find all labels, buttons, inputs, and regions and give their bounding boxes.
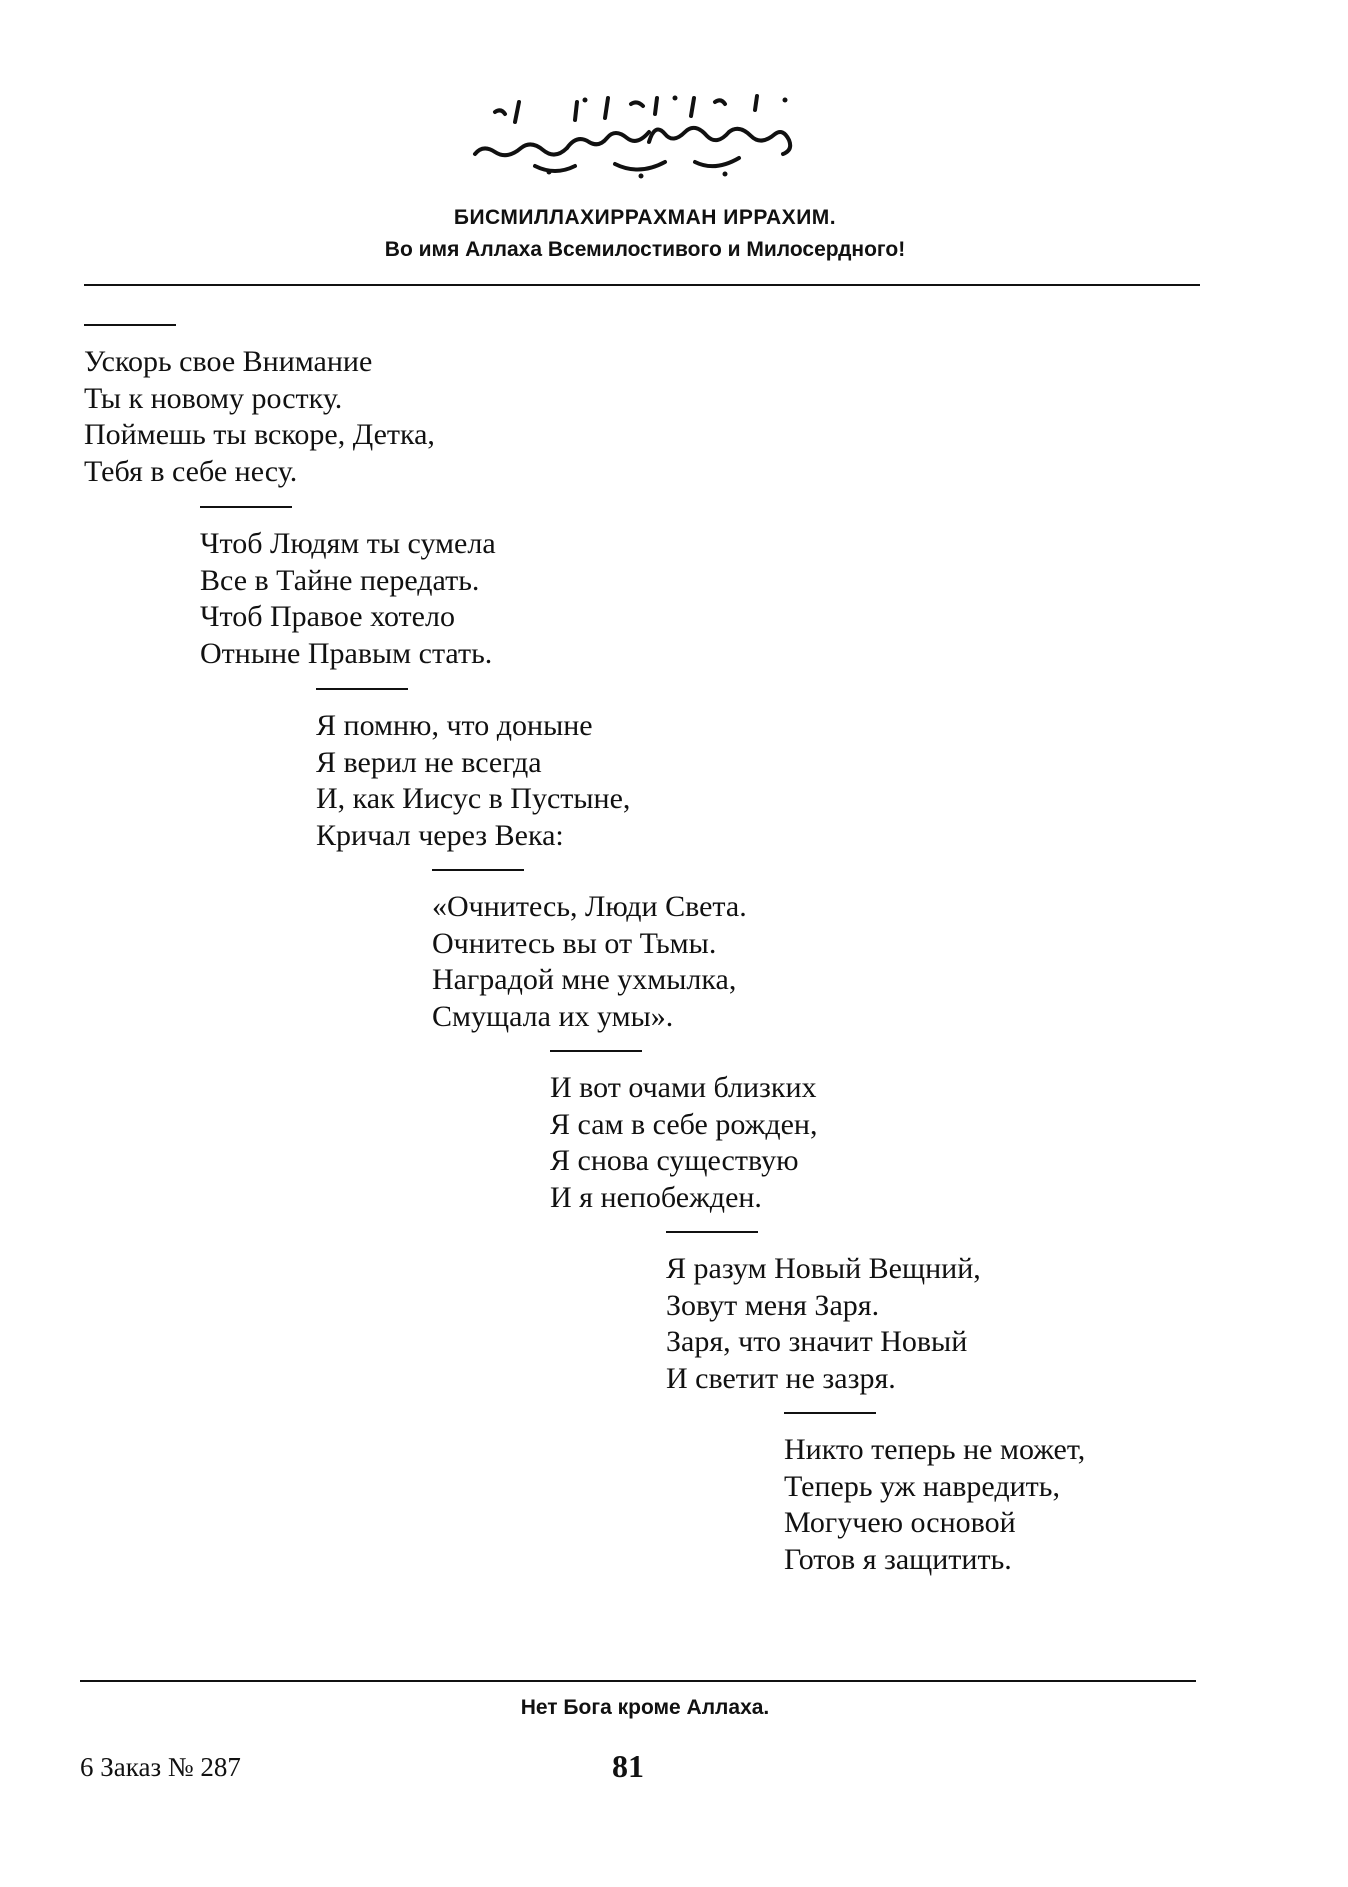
poem-line: Чтоб Людям ты сумела xyxy=(200,527,496,560)
stanza-divider xyxy=(550,1050,642,1052)
poem-line: Готов я защитить. xyxy=(784,1542,1012,1576)
poem-line: Я сам в себе рожден, xyxy=(550,1107,818,1141)
bismillah-calligraphy xyxy=(455,92,815,182)
stanza-divider xyxy=(316,688,408,690)
poem-line: Ускорь свое Внимание xyxy=(84,345,373,378)
poem-line: Никто теперь не может, xyxy=(784,1433,1086,1466)
poem-line: Я разум Новый Вещний, xyxy=(666,1252,981,1285)
poem-line: «Очнитесь, Люди Света. xyxy=(432,890,747,923)
stanza xyxy=(84,344,435,490)
stanza xyxy=(666,1251,981,1397)
poem-line: Я снова существую xyxy=(550,1144,799,1177)
poem-line: Заря, что значит Новый xyxy=(666,1325,968,1358)
poem-line: Я верил не всегда xyxy=(316,745,542,779)
stanza-divider xyxy=(200,506,292,508)
poem-line: Чтоб Правое хотело xyxy=(200,600,455,633)
poem-line: И, как Иисус в Пустыне, xyxy=(316,782,631,815)
poem-line: Я помню, что доныне xyxy=(316,709,593,742)
poem-line: Тебя в себе несу. xyxy=(84,454,298,488)
stanza xyxy=(316,708,630,854)
footer-motto: Нет Бога кроме Аллаха. xyxy=(520,1696,770,1719)
poem-line: Наградой мне ухмылка, xyxy=(432,963,737,996)
poem-line: Отныне Правым стать. xyxy=(200,636,493,670)
poem-line: Очнитесь вы от Тьмы. xyxy=(432,926,717,960)
stanza-divider xyxy=(666,1231,758,1233)
footer-rule xyxy=(80,1680,1196,1682)
stanza xyxy=(784,1432,1085,1578)
stanza xyxy=(432,889,747,1035)
poem-line: Зовут меня Заря. xyxy=(666,1288,880,1322)
poem-line: И светит не зазря. xyxy=(666,1361,896,1395)
page-subtitle: Во имя Аллаха Всемилостивого и Милосердного! xyxy=(384,238,906,261)
stanza-divider xyxy=(432,869,524,871)
page-number: 81 xyxy=(612,1748,644,1784)
poem-line: Все в Тайне передать. xyxy=(200,563,480,597)
stanza xyxy=(200,526,496,672)
poem-line: И вот очами близких xyxy=(550,1071,817,1104)
poem-line: Теперь уж навредить, xyxy=(784,1469,1060,1503)
poem-line: И я непобежден. xyxy=(550,1180,762,1214)
poem-line: Поймешь ты вскоре, Детка, xyxy=(84,418,435,451)
print-order-number: 6 Заказ № 287 xyxy=(80,1752,241,1782)
poem-line: Смущала их умы». xyxy=(432,999,674,1033)
poem-line: Кричал через Века: xyxy=(316,818,564,852)
poem-line: Ты к новому ростку. xyxy=(84,381,343,415)
header-rule xyxy=(84,284,1200,286)
stanza xyxy=(550,1070,817,1216)
page-title: БИСМИЛЛАХИРРАХМАН ИРРАХИМ. xyxy=(453,206,837,229)
stanza-divider xyxy=(784,1412,876,1414)
stanza-divider xyxy=(84,324,176,326)
poem-line: Могучею основой xyxy=(784,1506,1016,1539)
